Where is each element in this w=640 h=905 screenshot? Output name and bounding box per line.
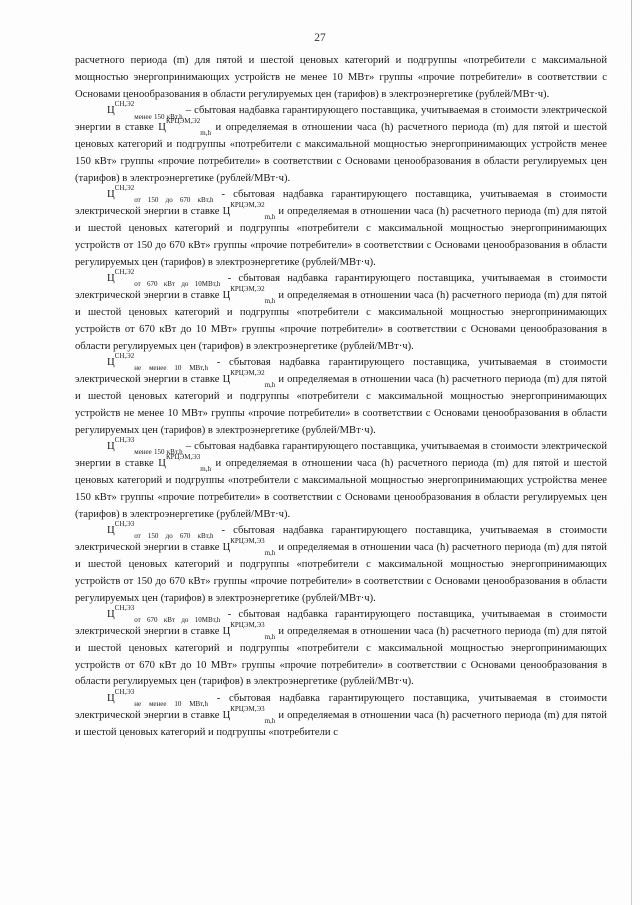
definition-text-rest: и определяемая в отношении часа (h) расчетного периода (m) для пятой и шестой ценовых категорий и подгруппы «потребители с максимальной мощностью энергопринимающих устройств от 670 кВт до 10 МВт» группы «прочие потребители» в соответствии с Основами ценообразования в области регулируемых цен (тарифов) в электроэнергетике (рублей/МВт·ч). xyxy=(75,290,607,352)
term-symbol-base: Ц xyxy=(107,693,115,705)
term-symbol-subscript: от 670 кВт до 10МВт,h xyxy=(134,616,221,625)
rate-symbol-base: Ц xyxy=(222,542,231,554)
document-body xyxy=(75,53,607,742)
term-symbol-superscript: СН,Э3 xyxy=(114,687,135,696)
definition-text-rest: и определяемая в отношении часа (h) расчетного периода (m) для пятой и шестой ценовых категорий и подгруппы «потребители с максимальной мощностью энергопринимающих устройств от 150 до 670 кВт» группы «прочие потребители» в соответствии с Основами ценообразования в области регулируемых цен (тарифов) в электроэнергетике (рублей/МВт·ч). xyxy=(75,206,607,268)
rate-symbol-subscript: m,h xyxy=(264,549,276,558)
rate-symbol-superscript: КРЦЭМ,Э2 xyxy=(230,284,265,293)
definition-text: - сбытовая надбавка гарантирующего поставщика, учитываемая в стоимости электрической энергии в ставке xyxy=(75,357,607,386)
rate-symbol-superscript: КРЦЭМ,Э3 xyxy=(165,452,201,461)
rate-symbol-subscript: m,h xyxy=(200,129,211,138)
term-symbol-base: Ц xyxy=(107,357,115,369)
definition-paragraph xyxy=(75,519,607,607)
rate-symbol xyxy=(222,368,276,390)
rate-symbol-base: Ц xyxy=(158,458,166,470)
term-symbol-base: Ц xyxy=(107,441,115,453)
rate-symbol-superscript: КРЦЭМ,Э2 xyxy=(165,116,201,125)
definition-text: – сбытовая надбавка гарантирующего поставщика, учитываемая в стоимости электрической энергии в ставке xyxy=(75,105,607,134)
rate-symbol xyxy=(158,116,211,138)
rate-symbol xyxy=(222,284,276,306)
term-symbol-subscript: не менее 10 МВт,h xyxy=(134,364,208,373)
term-symbol-superscript: СН,Э2 xyxy=(114,183,135,192)
term-symbol-base: Ц xyxy=(107,525,115,537)
rate-symbol-subscript: m,h xyxy=(264,297,276,306)
rate-symbol-subscript: m,h xyxy=(200,465,211,474)
term-symbol xyxy=(107,435,183,457)
rate-symbol-subscript: m,h xyxy=(264,213,276,222)
definition-paragraph xyxy=(75,687,607,741)
rate-symbol xyxy=(222,704,276,726)
definition-paragraph xyxy=(75,603,607,691)
term-symbol xyxy=(107,183,214,205)
term-symbol-subscript: не менее 10 МВт,h xyxy=(134,700,208,709)
definition-paragraph xyxy=(75,351,607,439)
page-number: 27 xyxy=(314,32,326,44)
rate-symbol-superscript: КРЦЭМ,Э3 xyxy=(230,536,265,545)
term-symbol-superscript: СН,Э2 xyxy=(114,99,135,108)
definition-paragraph xyxy=(75,183,607,271)
definition-text: - сбытовая надбавка гарантирующего поставщика, учитываемая в стоимости электрической энергии в ставке xyxy=(75,273,607,302)
definition-text: - сбытовая надбавка гарантирующего поставщика, учитываемая в стоимости электрической энергии в ставке xyxy=(75,693,607,722)
rate-symbol-base: Ц xyxy=(222,626,231,638)
definition-text-rest: и определяемая в отношении часа (h) расчетного периода (m) для пятой и шестой ценовых категорий и подгруппы «потребители с максимальной мощностью энергопринимающих устройств от 150 до 670 кВт» группы «прочие потребители» в соответствии с Основами ценообразования в области регулируемых цен (тарифов) в электроэнергетике (рублей/МВт·ч). xyxy=(75,542,607,604)
term-symbol-superscript: СН,Э3 xyxy=(114,519,135,528)
term-symbol-superscript: СН,Э2 xyxy=(114,351,135,360)
term-symbol-subscript: от 150 до 670 кВт,h xyxy=(134,532,214,541)
rate-symbol xyxy=(158,452,211,474)
rate-symbol-base: Ц xyxy=(222,206,231,218)
term-symbol xyxy=(107,687,208,709)
term-symbol xyxy=(107,267,221,289)
definition-text-rest: и определяемая в отношении часа (h) расчетного периода (m) для пятой и шестой ценовых категорий и подгруппы «потребители с максимальной мощностью энергопринимающих устройств менее 150 кВт» группы «прочие потребители» в соответствии с Основами ценообразования в области регулируемых цен (тарифов) в электроэнергетике (рублей/МВт·ч). xyxy=(75,122,607,184)
rate-symbol-base: Ц xyxy=(158,122,166,134)
definition-text: - сбытовая надбавка гарантирующего поставщика, учитываемая в стоимости электрической энергии в ставке xyxy=(75,189,607,218)
definition-text-rest: и определяемая в отношении часа (h) расчетного периода (m) для пятой и шестой ценовых категорий и подгруппы «потребители с xyxy=(75,710,607,738)
definition-text: – сбытовая надбавка гарантирующего поставщика, учитываемая в стоимости электрической энергии в ставке xyxy=(75,441,607,470)
term-symbol-superscript: СН,Э3 xyxy=(114,603,135,612)
term-symbol-base: Ц xyxy=(107,609,115,621)
rate-symbol xyxy=(222,620,276,642)
term-symbol-subscript: менее 150 кВт,h xyxy=(134,448,183,457)
rate-symbol-base: Ц xyxy=(222,374,231,386)
rate-symbol-superscript: КРЦЭМ,Э2 xyxy=(230,368,265,377)
term-symbol-base: Ц xyxy=(107,105,115,117)
scan-edge-line xyxy=(631,0,632,905)
term-symbol-subscript: от 150 до 670 кВт,h xyxy=(134,196,214,205)
term-symbol xyxy=(107,351,208,373)
term-symbol-base: Ц xyxy=(107,189,115,201)
term-symbol-superscript: СН,Э2 xyxy=(114,267,135,276)
term-symbol xyxy=(107,603,221,625)
definition-text: - сбытовая надбавка гарантирующего поставщика, учитываемая в стоимости электрической энергии в ставке xyxy=(75,525,607,554)
rate-symbol-subscript: m,h xyxy=(264,633,276,642)
definition-paragraph xyxy=(75,267,607,355)
definition-text-rest: и определяемая в отношении часа (h) расчетного периода (m) для пятой и шестой ценовых категорий и подгруппы «потребители с максимальной мощностью энергопринимающих устройств не менее 10 МВт» группы «прочие потребители» в соответствии с Основами ценообразования в области регулируемых цен (тарифов) в электроэнергетике (рублей/МВт·ч). xyxy=(75,374,607,436)
rate-symbol-superscript: КРЦЭМ,Э3 xyxy=(230,620,265,629)
term-symbol xyxy=(107,519,214,541)
definition-text-rest: и определяемая в отношении часа (h) расчетного периода (m) для пятой и шестой ценовых категорий и подгруппы «потребители с максимальной мощностью энергопринимающих устройств от 670 кВт до 10 МВт» группы «прочие потребители» в соответствии с Основами ценообразования в области регулируемых цен (тарифов) в электроэнергетике (рублей/МВт·ч). xyxy=(75,626,607,688)
term-symbol-superscript: СН,Э3 xyxy=(114,435,135,444)
term-symbol xyxy=(107,99,183,121)
term-symbol-base: Ц xyxy=(107,273,115,285)
intro-paragraph: расчетного периода (m) для пятой и шестой ценовых категорий и подгруппы «потребители с максимальной мощностью энергопринимающих устройств не менее 10 МВт» группы «прочие потребители» в соответствии с Основами ценообразования в области регулируемых цен (тарифов) в электроэнергетике (рублей/МВт·ч). xyxy=(75,55,607,100)
rate-symbol-base: Ц xyxy=(222,290,231,302)
rate-symbol xyxy=(222,536,276,558)
rate-symbol xyxy=(222,200,276,222)
term-symbol-subscript: от 670 кВт до 10МВт,h xyxy=(134,280,221,289)
rate-symbol-subscript: m,h xyxy=(264,717,276,726)
definition-text: - сбытовая надбавка гарантирующего поставщика, учитываемая в стоимости электрической энергии в ставке xyxy=(75,609,607,638)
definition-text-rest: и определяемая в отношении часа (h) расчетного периода (m) для пятой и шестой ценовых категорий и подгруппы «потребители с максимальной мощностью энергопринимающих устройства менее 150 кВт» группы «прочие потребители» в соответствии с Основами ценообразования в области регулируемых цен (тарифов) в электроэнергетике (рублей/МВт·ч). xyxy=(75,458,607,520)
rate-symbol-subscript: m,h xyxy=(264,381,276,390)
definition-paragraph xyxy=(75,435,607,523)
rate-symbol-base: Ц xyxy=(222,710,231,722)
rate-symbol-superscript: КРЦЭМ,Э2 xyxy=(230,200,265,209)
rate-symbol-superscript: КРЦЭМ,Э3 xyxy=(230,704,265,713)
definition-paragraph xyxy=(75,99,607,187)
term-symbol-subscript: менее 150 кВт,h xyxy=(134,112,183,121)
